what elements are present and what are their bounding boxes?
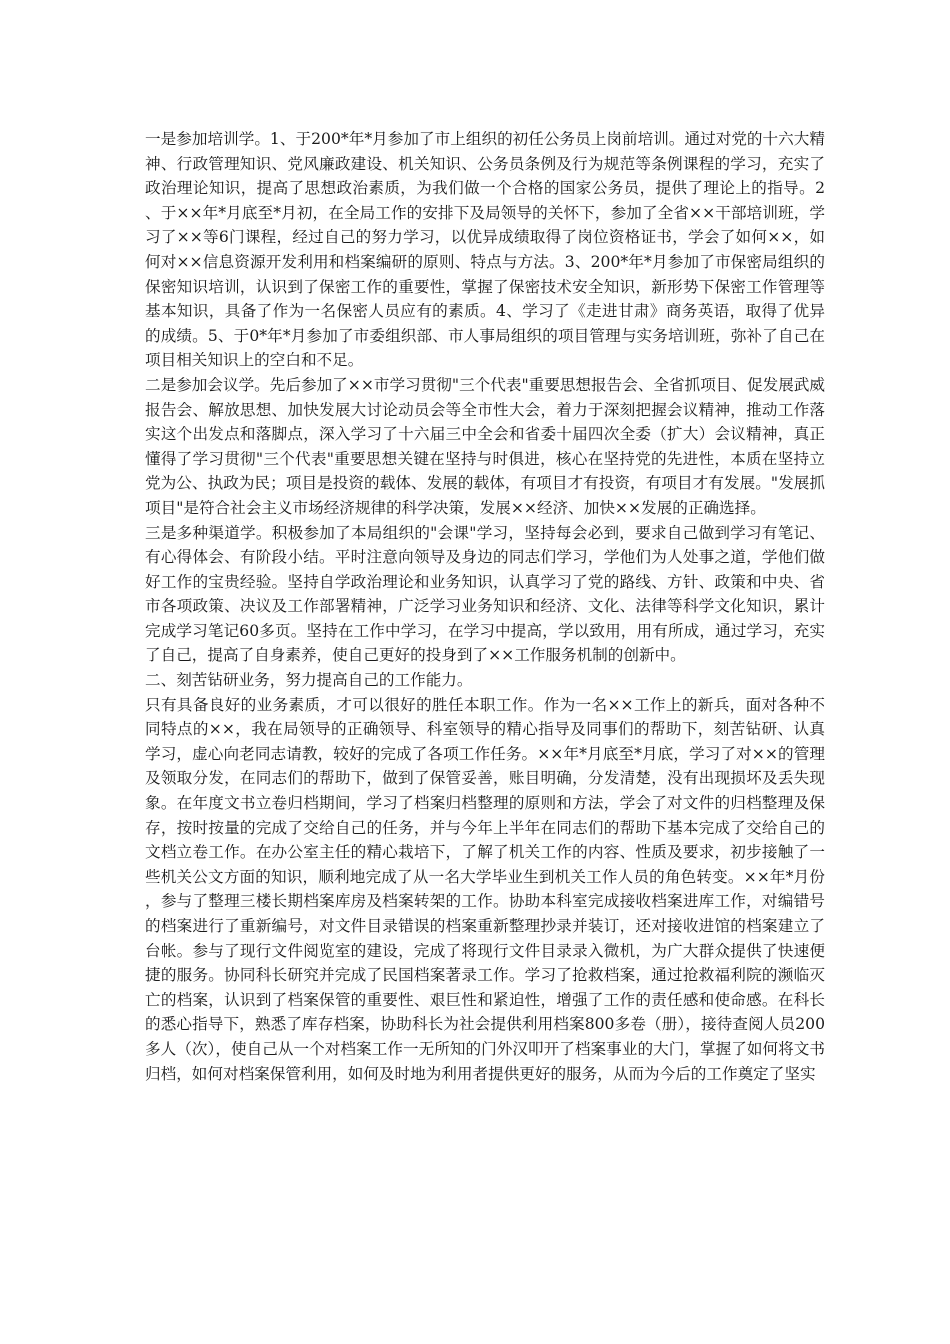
- paragraph-channels: 三是多种渠道学。积极参加了本局组织的"会课"学习，坚持每会必到，要求自己做到学习有笔记、有心得体会、有阶段小结。平时注意向领导及身边的同志们学习，学他们为人处事之道，学他们做好工作的宝贵经验。坚持自学政治理论和业务知识，认真学习了党的路线、方针、政策和中央、省市各项政策、决议及工作部署精神，广泛学习业务知识和经济、文化、法律等科学文化知识，累计完成学习笔记60多页。坚持在工作中学习，在学习中提高，学以致用，用有所成，通过学习，充实了自己，提高了自身素养，使自己更好的投身到了××工作服务机制的创新中。: [145, 523, 825, 665]
- paragraph-meetings: 二是参加会议学。先后参加了××市学习贯彻"三个代表"重要思想报告会、全省抓项目、促发展武威报告会、解放思想、加快发展大讨论动员会等全市性大会，着力于深刻把握会议精神，推动工作落实这个出发点和落脚点，深入学习了十六届三中全会和省委十届四次全委（扩大）会议精神，真正懂得了学习贯彻"三个代表"重要思想关键在坚持与时俱进，核心在坚持党的先进性，本质在坚持立党为公、执政为民；项目是投资的载体、发展的载体，有项目才有投资，有项目才有发展。"发展抓项目"是符合社会主义市场经济规律的科学决策，发展××经济、加快××发展的正确选择。: [145, 375, 825, 517]
- document-body: [145, 127, 825, 1086]
- paragraph-business: 只有具备良好的业务素质，才可以很好的胜任本职工作。作为一名××工作上的新兵，面对各种不同特点的××，我在局领导的正确领导、科室领导的精心指导及同事们的帮助下，刻苦钻研、认真学习，虚心向老同志请教，较好的完成了各项工作任务。××年*月底至*月底，学习了对××的管理及领取分发，在同志们的帮助下，做到了保管妥善，账目明确，分发清楚，没有出现损坏及丢失现象。在年度文书立卷归档期间，学习了档案归档整理的原则和方法，学会了对文件的归档整理及保存，按时按量的完成了交给自己的任务，并与今年上半年在同志们的帮助下基本完成了交给自己的文档立卷工作。在办公室主任的精心栽培下，了解了机关工作的内容、性质及要求，初步接触了一些机关公文方面的知识，顺利地完成了从一名大学毕业生到机关工作人员的角色转变。××年*月份，参与了整理三楼长期档案库房及档案转架的工作。协助本科室完成接收档案进库工作，对编错号的档案进行了重新编号，对文件目录错误的档案重新整理抄录并装订，还对接收进馆的档案建立了台帐。参与了现行文件阅览室的建设，完成了将现行文件目录录入微机，为广大群众提供了快速便捷的服务。协同科长研究并完成了民国档案著录工作。学习了抢救档案，通过抢救福利院的濒临灭亡的档案，认识到了档案保管的重要性、艰巨性和紧迫性，增强了工作的责任感和使命感。在科长的悉心指导下，熟悉了库存档案，协助科长为社会提供利用档案800多卷（册），接待查阅人员200多人（次），使自己从一个对档案工作一无所知的门外汉叩开了档案事业的大门，掌握了如何将文书归档，如何对档案保管利用，如何及时地为利用者提供更好的服务，从而为今后的工作奠定了坚实: [145, 695, 825, 1083]
- paragraph-training: 一是参加培训学。1、于200*年*月参加了市上组织的初任公务员上岗前培训。通过对党的十六大精神、行政管理知识、党风廉政建设、机关知识、公务员条例及行为规范等条例课程的学习，充实了政治理论知识，提高了思想政治素质，为我们做一个合格的国家公务员，提供了理论上的指导。2、于××年*月底至*月初，在全局工作的安排下及局领导的关怀下，参加了全省××干部培训班，学习了××等6门课程，经过自己的努力学习，以优异成绩取得了岗位资格证书，学会了如何××，如何对××信息资源开发利用和档案编研的原则、特点与方法。3、200*年*月参加了市保密局组织的保密知识培训，认识到了保密工作的重要性，掌握了保密技术安全知识，新形势下保密工作管理等基本知识，具备了作为一名保密人员应有的素质。4、学习了《走进甘肃》商务英语，取得了优异的成绩。5、于0*年*月参加了市委组织部、市人事局组织的项目管理与实务培训班，弥补了自己在项目相关知识上的空白和不足。: [145, 130, 825, 370]
- section-heading: 二、刻苦钻研业务，努力提高自己的工作能力。: [145, 671, 473, 690]
